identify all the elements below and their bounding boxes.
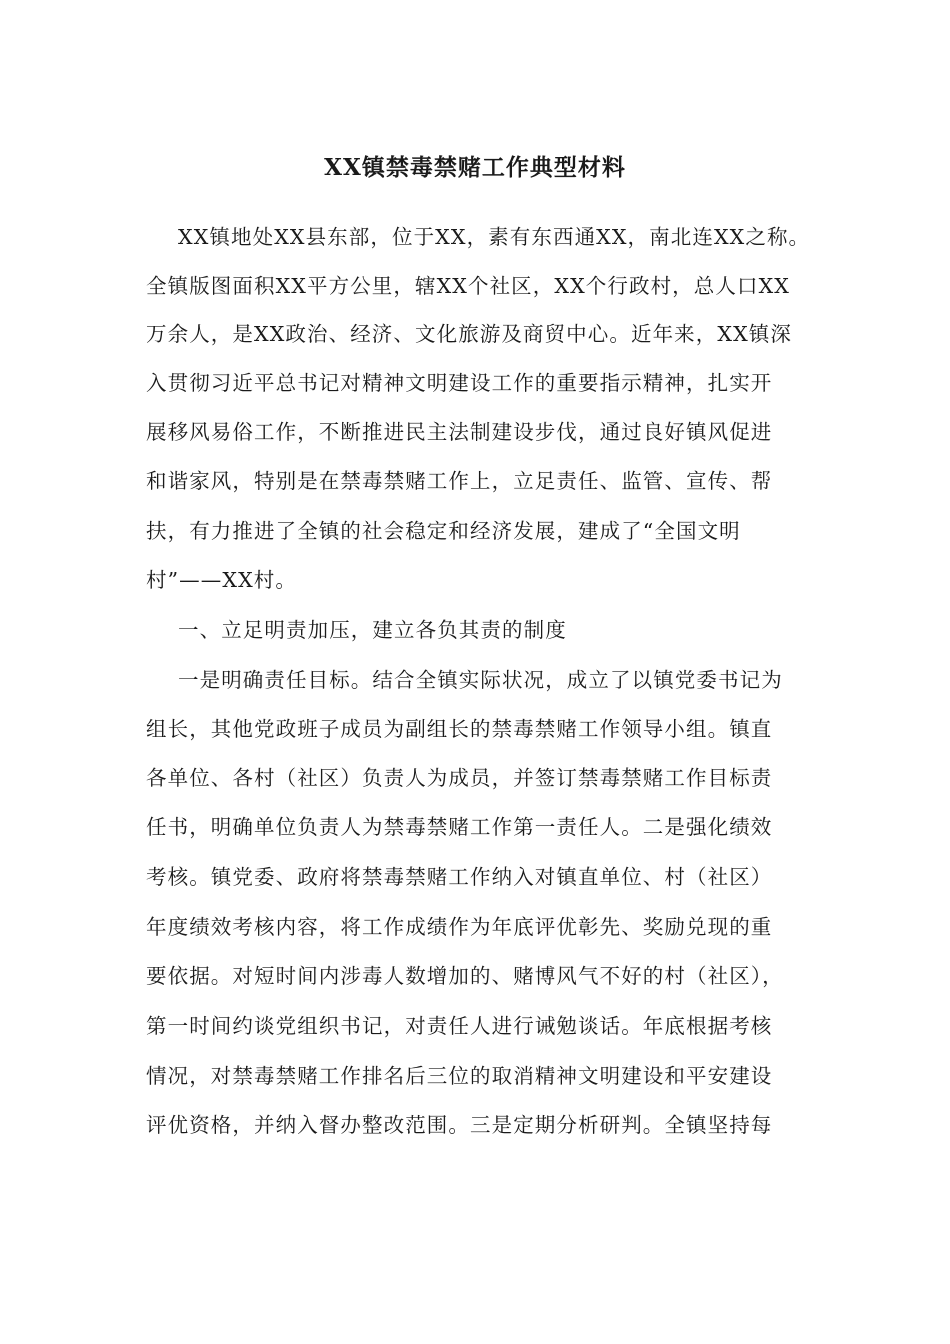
paragraph-2-line-3: 各单位、各村（社区）负责人为成员，并签订禁毒禁赌工作目标责	[146, 766, 773, 790]
paragraph-2-line-7: 要依据。对短时间内涉毒人数增加的、赌博风气不好的村（社区），	[146, 964, 784, 988]
paragraph-1-line-6: 和谐家风，特别是在禁毒禁赌工作上，立足责任、监管、宣传、帮	[146, 469, 773, 493]
paragraph-1-line-3: 万余人，是XX政治、经济、文化旅游及商贸中心。近年来，XX镇深	[146, 322, 792, 346]
paragraph-1-line-4: 入贯彻习近平总书记对精神文明建设工作的重要指示精神，扎实开	[146, 371, 773, 395]
paragraph-1-line-5: 展移风易俗工作，不断推进民主法制建设步伐，通过良好镇风促进	[146, 420, 773, 444]
paragraph-2-line-8: 第一时间约谈党组织书记，对责任人进行诫勉谈话。年底根据考核	[146, 1014, 773, 1038]
paragraph-2-line-1: 一是明确责任目标。结合全镇实际状况，成立了以镇党委书记为	[178, 668, 783, 692]
paragraph-2-line-6: 年度绩效考核内容，将工作成绩作为年底评优彰先、奖励兑现的重	[146, 915, 773, 939]
paragraph-1-line-7: 扶，有力推进了全镇的社会稳定和经济发展，建成了“全国文明	[146, 519, 741, 543]
paragraph-2-line-2: 组长，其他党政班子成员为副组长的禁毒禁赌工作领导小组。镇直	[146, 717, 773, 741]
paragraph-2-line-5: 考核。镇党委、政府将禁毒禁赌工作纳入对镇直单位、村（社区）	[146, 865, 773, 889]
paragraph-1-line-8: 村”——XX村。	[146, 568, 297, 592]
document-title: XX镇禁毒禁赌工作典型材料	[324, 154, 626, 181]
paragraph-2-line-9: 情况，对禁毒禁赌工作排名后三位的取消精神文明建设和平安建设	[146, 1064, 773, 1088]
paragraph-2-line-4: 任书，明确单位负责人为禁毒禁赌工作第一责任人。二是强化绩效	[146, 815, 773, 839]
paragraph-1-line-2: 全镇版图面积XX平方公里，辖XX个社区，XX个行政村，总人口XX	[146, 274, 790, 298]
section-heading-1: 一、立足明责加压，建立各负其责的制度	[178, 618, 567, 642]
paragraph-2-line-10: 评优资格，并纳入督办整改范围。三是定期分析研判。全镇坚持每	[146, 1113, 773, 1137]
paragraph-1-line-1: XX镇地处XX县东部，位于XX，素有东西通XX，南北连XX之称。	[178, 225, 811, 249]
